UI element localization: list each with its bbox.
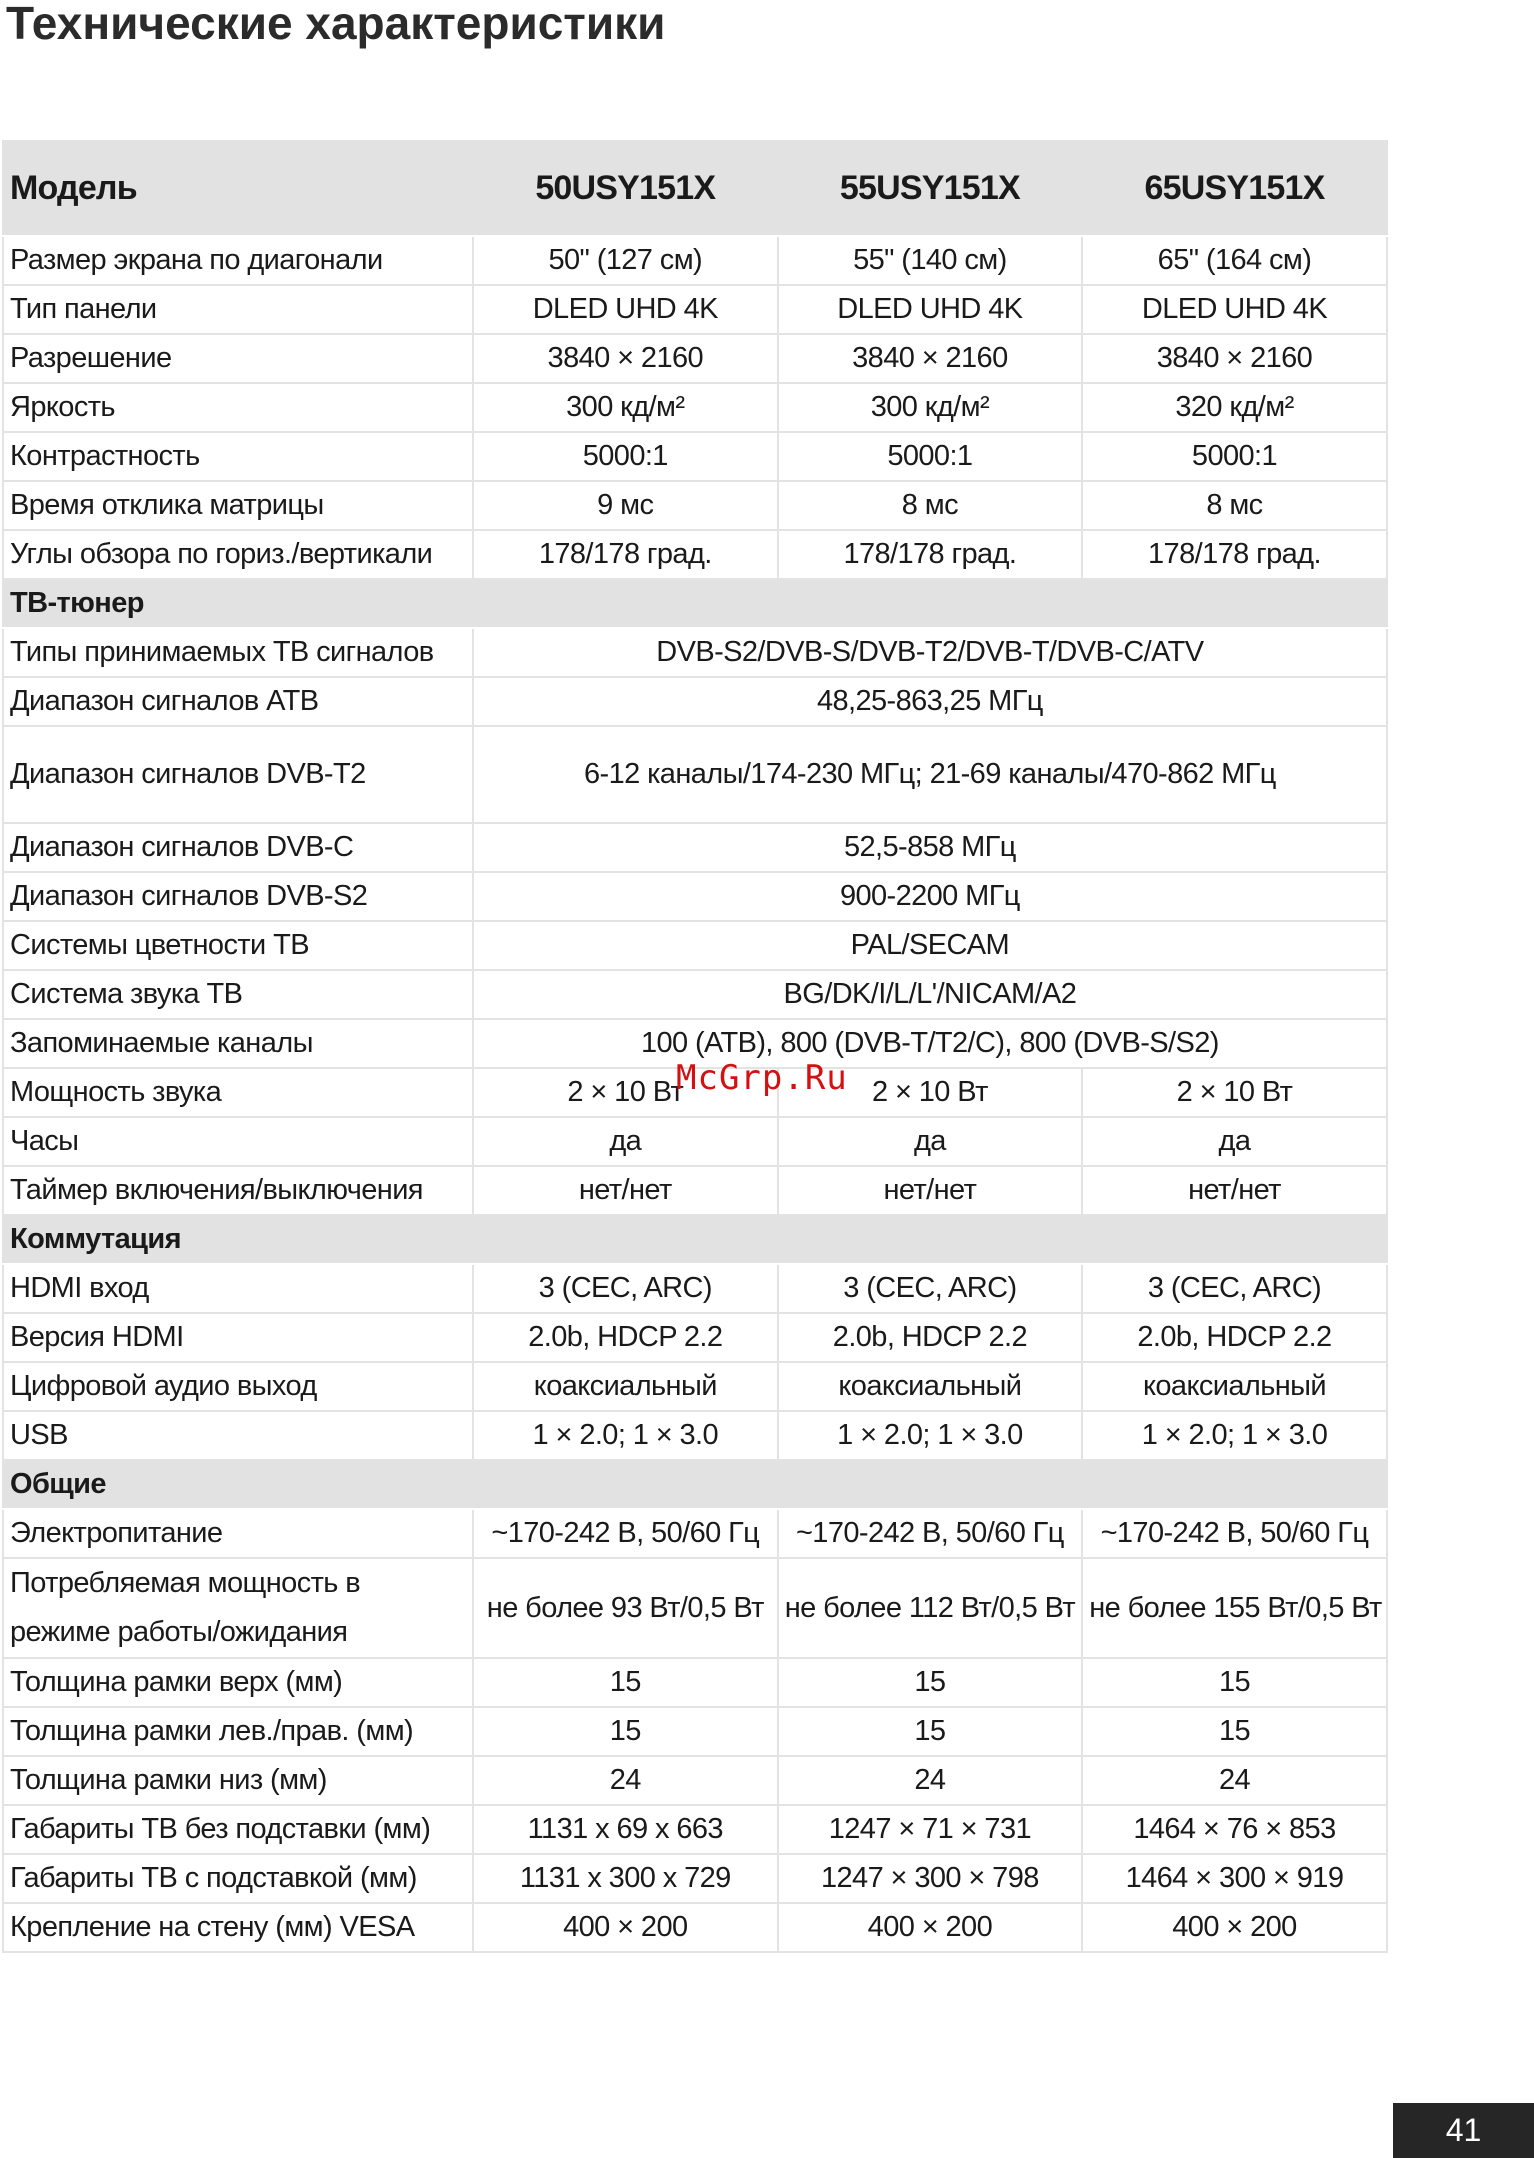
spec-label: Контрастность (3, 432, 473, 481)
spec-value: 2 × 10 Вт (1082, 1068, 1387, 1117)
spec-value: 1247 × 71 × 731 (778, 1805, 1083, 1854)
spec-label: HDMI вход (3, 1264, 473, 1313)
spec-label: Часы (3, 1117, 473, 1166)
spec-value: 55" (140 см) (778, 236, 1083, 285)
spec-value: 9 мс (473, 481, 778, 530)
page-number: 41 (1393, 2103, 1534, 2158)
spec-label: Типы принимаемых ТВ сигналов (3, 628, 473, 677)
table-row (3, 628, 1387, 677)
spec-value: DLED UHD 4K (778, 285, 1083, 334)
table-row (3, 1411, 1387, 1460)
spec-value: 2.0b, HDCP 2.2 (1082, 1313, 1387, 1362)
spec-label: Яркость (3, 383, 473, 432)
spec-label: Электропитание (3, 1509, 473, 1558)
spec-value: 3 (CEC, ARC) (473, 1264, 778, 1313)
spec-value: 2 × 10 Вт (778, 1068, 1083, 1117)
spec-value-all-models: 48,25-863,25 МГц (473, 677, 1387, 726)
table-row (3, 334, 1387, 383)
section-title: Коммутация (3, 1215, 1387, 1264)
spec-value: 15 (778, 1658, 1083, 1707)
header-model-label: Модель (3, 141, 473, 236)
spec-label: Толщина рамки низ (мм) (3, 1756, 473, 1805)
table-row (3, 677, 1387, 726)
spec-value: 5000:1 (778, 432, 1083, 481)
spec-value: да (778, 1117, 1083, 1166)
header-model-50: 50USY151X (473, 141, 778, 236)
spec-value: нет/нет (473, 1166, 778, 1215)
spec-value: 24 (473, 1756, 778, 1805)
spec-value: 50" (127 см) (473, 236, 778, 285)
spec-value: 1131 x 300 x 729 (473, 1854, 778, 1903)
spec-value: 24 (778, 1756, 1083, 1805)
spec-value: 178/178 град. (1082, 530, 1387, 579)
spec-value: не более 93 Вт/0,5 Вт (473, 1558, 778, 1658)
spec-value: коаксиальный (778, 1362, 1083, 1411)
table-row (3, 236, 1387, 285)
spec-value: да (473, 1117, 778, 1166)
specifications-table (2, 140, 1388, 1953)
spec-value: 1464 × 76 × 853 (1082, 1805, 1387, 1854)
spec-value: 178/178 град. (473, 530, 778, 579)
spec-label: Системы цветности ТВ (3, 921, 473, 970)
table-row (3, 1313, 1387, 1362)
spec-value: 3840 × 2160 (1082, 334, 1387, 383)
spec-value: 400 × 200 (1082, 1903, 1387, 1952)
header-model-65: 65USY151X (1082, 141, 1387, 236)
spec-value: 1 × 2.0; 1 × 3.0 (1082, 1411, 1387, 1460)
spec-value: нет/нет (1082, 1166, 1387, 1215)
table-header-row (3, 141, 1387, 236)
spec-value: да (1082, 1117, 1387, 1166)
table-row (3, 1117, 1387, 1166)
table-row (3, 1854, 1387, 1903)
spec-value-all-models: DVB-S2/DVB-S/DVB-T2/DVB-T/DVB-C/ATV (473, 628, 1387, 677)
spec-value: 300 кд/м² (778, 383, 1083, 432)
spec-value: 3840 × 2160 (473, 334, 778, 383)
spec-value: 320 кд/м² (1082, 383, 1387, 432)
spec-label: Габариты ТВ с подставкой (мм) (3, 1854, 473, 1903)
spec-label: Габариты ТВ без подставки (мм) (3, 1805, 473, 1854)
spec-value: 1 × 2.0; 1 × 3.0 (778, 1411, 1083, 1460)
spec-label: Толщина рамки лев./прав. (мм) (3, 1707, 473, 1756)
spec-label: Потребляемая мощность в режиме работы/ожидания (3, 1558, 473, 1658)
spec-value: 15 (778, 1707, 1083, 1756)
table-row (3, 432, 1387, 481)
watermark: McGrp.Ru (676, 1058, 848, 1098)
table-row (3, 726, 1387, 823)
spec-value: 1464 × 300 × 919 (1082, 1854, 1387, 1903)
table-row (3, 285, 1387, 334)
spec-value: DLED UHD 4K (473, 285, 778, 334)
table-row (3, 921, 1387, 970)
table-row (3, 1658, 1387, 1707)
spec-label: Диапазон сигналов DVB-S2 (3, 872, 473, 921)
spec-label: Диапазон сигналов АТВ (3, 677, 473, 726)
spec-value: 3 (CEC, ARC) (1082, 1264, 1387, 1313)
spec-value: 15 (473, 1658, 778, 1707)
table-row (3, 1558, 1387, 1658)
spec-value: 15 (473, 1707, 778, 1756)
spec-label: Таймер включения/выключения (3, 1166, 473, 1215)
spec-value-all-models: PAL/SECAM (473, 921, 1387, 970)
table-row (3, 481, 1387, 530)
spec-value: 1 × 2.0; 1 × 3.0 (473, 1411, 778, 1460)
spec-value-all-models: 100 (АТВ), 800 (DVB-T/T2/C), 800 (DVB-S/S2) (473, 1019, 1387, 1068)
spec-label: Цифровой аудио выход (3, 1362, 473, 1411)
spec-label: Разрешение (3, 334, 473, 383)
table-row (3, 1166, 1387, 1215)
spec-value: 2 × 10 Вт (473, 1068, 778, 1117)
table-row (3, 1756, 1387, 1805)
spec-label: Время отклика матрицы (3, 481, 473, 530)
spec-value-all-models: 52,5-858 МГц (473, 823, 1387, 872)
spec-value: 15 (1082, 1658, 1387, 1707)
spec-value: ~170-242 В, 50/60 Гц (1082, 1509, 1387, 1558)
section-header-row (3, 579, 1387, 628)
table-row (3, 872, 1387, 921)
spec-label: Размер экрана по диагонали (3, 236, 473, 285)
spec-value: 15 (1082, 1707, 1387, 1756)
spec-label: Диапазон сигналов DVB-T2 (3, 726, 473, 823)
spec-value: 1131 x 69 x 663 (473, 1805, 778, 1854)
spec-value: 5000:1 (473, 432, 778, 481)
spec-value-all-models: 6-12 каналы/174-230 МГц; 21-69 каналы/470-862 МГц (473, 726, 1387, 823)
section-header-row (3, 1460, 1387, 1509)
table-row (3, 530, 1387, 579)
spec-label: Мощность звука (3, 1068, 473, 1117)
spec-label: Запоминаемые каналы (3, 1019, 473, 1068)
table-row (3, 1362, 1387, 1411)
table-row (3, 1805, 1387, 1854)
table-row (3, 970, 1387, 1019)
spec-value: ~170-242 В, 50/60 Гц (473, 1509, 778, 1558)
spec-value: 2.0b, HDCP 2.2 (473, 1313, 778, 1362)
spec-value: коаксиальный (473, 1362, 778, 1411)
table-row (3, 383, 1387, 432)
spec-label: USB (3, 1411, 473, 1460)
spec-value: 8 мс (1082, 481, 1387, 530)
spec-label: Версия HDMI (3, 1313, 473, 1362)
spec-value-all-models: BG/DK/I/L/L'/NICAM/A2 (473, 970, 1387, 1019)
spec-label: Система звука ТВ (3, 970, 473, 1019)
spec-value: не более 112 Вт/0,5 Вт (778, 1558, 1083, 1658)
spec-value-all-models: 900-2200 МГц (473, 872, 1387, 921)
header-model-55: 55USY151X (778, 141, 1083, 236)
spec-label: Тип панели (3, 285, 473, 334)
spec-value: 400 × 200 (473, 1903, 778, 1952)
section-header-row (3, 1215, 1387, 1264)
table-row (3, 1903, 1387, 1952)
spec-value: не более 155 Вт/0,5 Вт (1082, 1558, 1387, 1658)
spec-value: 400 × 200 (778, 1903, 1083, 1952)
spec-value: 2.0b, HDCP 2.2 (778, 1313, 1083, 1362)
spec-value: ~170-242 В, 50/60 Гц (778, 1509, 1083, 1558)
section-title: ТВ-тюнер (3, 579, 1387, 628)
table-row (3, 1707, 1387, 1756)
spec-value: 178/178 град. (778, 530, 1083, 579)
page-title: Технические характеристики (6, 0, 666, 49)
spec-value: коаксиальный (1082, 1362, 1387, 1411)
spec-value: 8 мс (778, 481, 1083, 530)
spec-value: 1247 × 300 × 798 (778, 1854, 1083, 1903)
spec-label: Диапазон сигналов DVB-C (3, 823, 473, 872)
table-row (3, 1264, 1387, 1313)
spec-label: Толщина рамки верх (мм) (3, 1658, 473, 1707)
spec-value: 65" (164 см) (1082, 236, 1387, 285)
spec-value: 3 (CEC, ARC) (778, 1264, 1083, 1313)
spec-value: 300 кд/м² (473, 383, 778, 432)
table-row (3, 823, 1387, 872)
spec-value: 24 (1082, 1756, 1387, 1805)
section-title: Общие (3, 1460, 1387, 1509)
table-row (3, 1509, 1387, 1558)
spec-value: нет/нет (778, 1166, 1083, 1215)
spec-label: Крепление на стену (мм) VESA (3, 1903, 473, 1952)
spec-value: 3840 × 2160 (778, 334, 1083, 383)
spec-label: Углы обзора по гориз./вертикали (3, 530, 473, 579)
spec-value: 5000:1 (1082, 432, 1387, 481)
spec-value: DLED UHD 4K (1082, 285, 1387, 334)
